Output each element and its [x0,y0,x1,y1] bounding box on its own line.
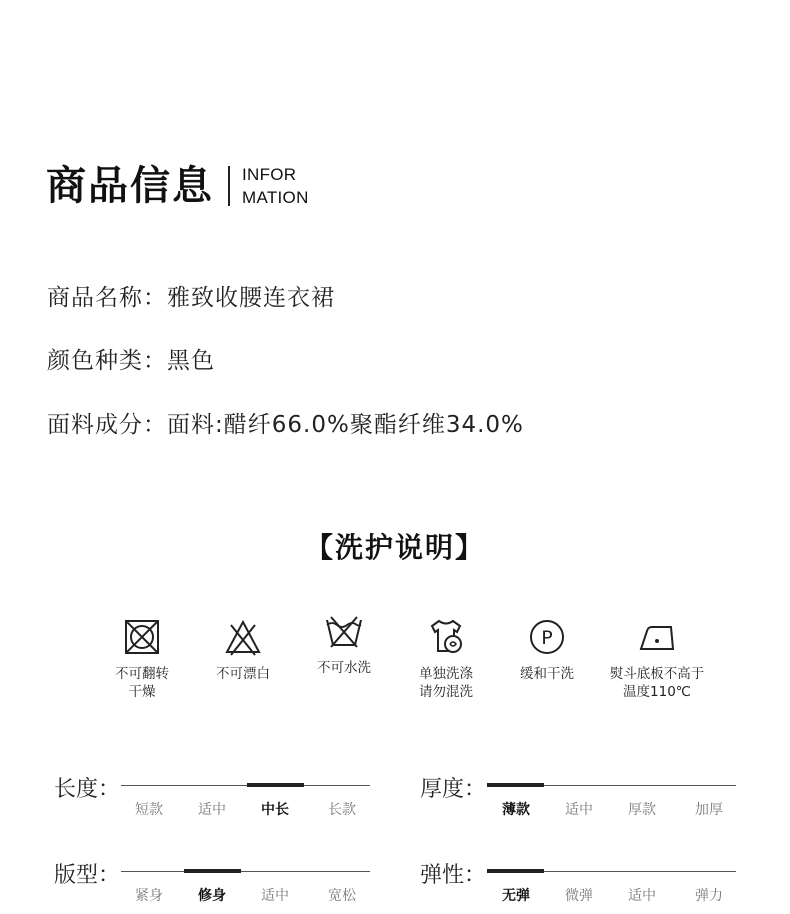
scale-option-selected: 中长 [261,802,289,818]
care-item-wash-separately [396,617,496,701]
scale-option: 宽松 [328,888,356,904]
section-title-cn: 商品信息 [46,163,214,209]
care-label: 不可翻转 干燥 [115,666,169,700]
svg-text:P: P [541,627,553,649]
scale-selected-mark [247,783,304,787]
title-en-line2: MATION [242,188,309,207]
scale-option-selected: 无弹 [502,888,530,904]
title-en-line1: INFOR [242,165,297,184]
scale-option: 适中 [628,888,656,904]
product-color: 颜色种类：黑色 [47,348,215,374]
scale-label: 弹性： [420,863,487,888]
dry-clean-p-icon [527,617,567,657]
scale-option: 短款 [135,802,163,818]
scale-label: 厚度： [420,777,487,802]
section-title [46,162,309,210]
care-item-no-bleach [193,617,293,683]
scale-option: 微弹 [565,888,593,904]
scale-label: 版型： [54,863,121,888]
scale-fit [54,858,374,908]
care-item-dry-clean [497,617,597,683]
scale-option: 紧身 [135,888,163,904]
product-material: 面料成分：面料:醋纤66.0%聚酯纤维34.0% [47,412,524,438]
scale-option: 适中 [261,888,289,904]
care-item-no-wash [294,611,394,677]
scale-label: 长度： [54,777,121,802]
care-label: 缓和干洗 [520,666,574,682]
scale-option: 适中 [198,802,226,818]
scale-track [121,785,370,786]
care-label: 单独洗涤 请勿混洗 [419,666,473,700]
scale-option: 厚款 [628,802,656,818]
product-name: 商品名称：雅致收腰连衣裙 [47,285,335,311]
scale-elasticity [420,858,740,908]
wash-separately-icon [426,617,466,657]
scale-track [121,871,370,872]
scale-thickness [420,772,740,822]
scale-option-selected: 薄款 [502,802,530,818]
iron-low-icon [637,617,677,657]
scale-selected-mark [184,869,241,873]
care-item-iron-low [607,617,707,701]
scale-option-selected: 修身 [198,888,226,904]
scale-option: 弹力 [695,888,723,904]
scale-selected-mark [487,869,544,873]
no-bleach-icon [223,617,263,657]
scale-option: 加厚 [695,802,723,818]
scale-option: 适中 [565,802,593,818]
no-wash-icon [324,611,364,651]
scale-selected-mark [487,783,544,787]
scale-option: 长款 [328,802,356,818]
care-label: 不可漂白 [216,666,270,682]
scale-length [54,772,374,822]
care-title: 【洗护说明】 [304,531,485,564]
title-divider [228,166,230,206]
no-tumble-dry-icon [122,617,162,657]
care-label: 不可水洗 [317,660,371,676]
section-title-en [242,163,309,209]
care-label: 熨斗底板不高于 温度110℃ [609,666,705,700]
care-item-no-tumble-dry [92,617,192,701]
